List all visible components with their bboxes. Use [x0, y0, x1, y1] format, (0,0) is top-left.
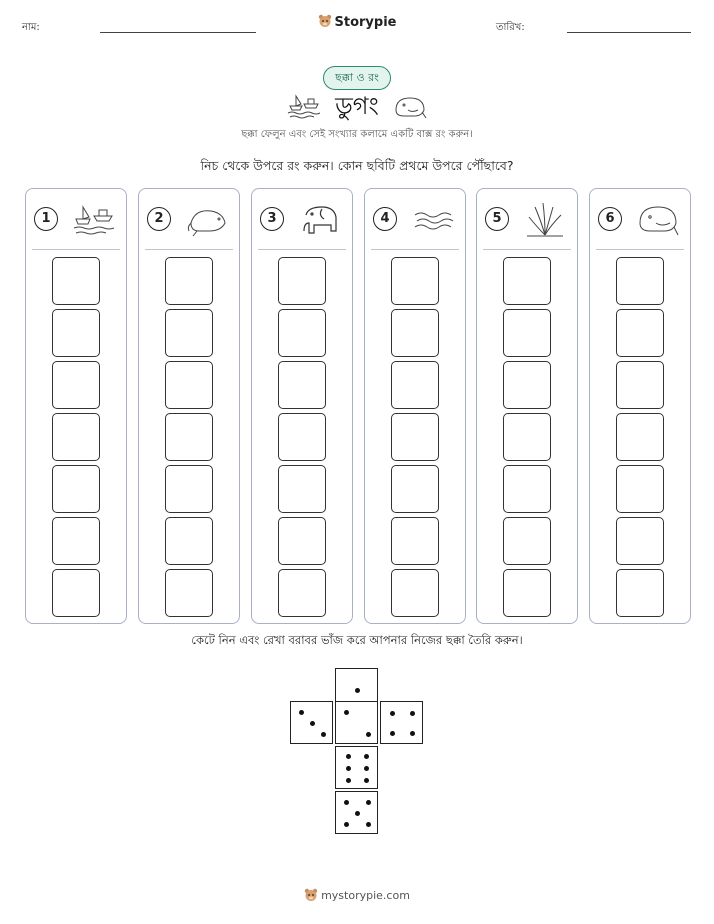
column-header	[260, 201, 344, 239]
color-box[interactable]	[165, 569, 213, 617]
color-box[interactable]	[278, 517, 326, 565]
color-box[interactable]	[52, 361, 100, 409]
color-box[interactable]	[278, 309, 326, 357]
color-box[interactable]	[391, 465, 439, 513]
column-header	[147, 201, 231, 239]
dice-net	[290, 668, 424, 836]
color-box[interactable]	[278, 257, 326, 305]
column-divider	[596, 249, 684, 250]
seagrass-icon	[523, 201, 567, 239]
column-header	[34, 201, 118, 239]
dice-face-5	[335, 791, 378, 834]
color-box[interactable]	[165, 257, 213, 305]
column-divider	[32, 249, 120, 250]
color-box[interactable]	[165, 465, 213, 513]
color-box[interactable]	[391, 257, 439, 305]
question: নিচ থেকে উপরে রং করুন। কোন ছবিটি প্রথমে উপরে পৌঁছাবে?	[200, 158, 514, 173]
column-6	[589, 188, 691, 624]
color-box[interactable]	[52, 517, 100, 565]
column-divider	[258, 249, 346, 250]
dice-face-6	[335, 746, 378, 789]
color-box[interactable]	[616, 517, 664, 565]
brand-name: Storypie	[334, 15, 397, 30]
elephant-icon	[298, 201, 342, 239]
cut-instruction: কেটে নিন এবং রেখা বরাবর ভাঁজ করে আপনার নিজের ছক্কা তৈরি করুন।	[191, 633, 523, 647]
manatee-icon	[185, 201, 229, 239]
date-line[interactable]	[567, 32, 691, 33]
column-header	[373, 201, 457, 239]
dice-face-2	[335, 701, 378, 744]
color-box[interactable]	[391, 517, 439, 565]
water-icon	[411, 201, 455, 239]
footer-url[interactable]: mystorypie.com	[321, 889, 410, 902]
footer	[0, 888, 714, 902]
color-box[interactable]	[616, 257, 664, 305]
column-number: 5	[485, 207, 509, 231]
color-box[interactable]	[503, 257, 551, 305]
column-number: 2	[147, 207, 171, 231]
column-divider	[483, 249, 571, 250]
dice-face-4	[380, 701, 423, 744]
column-1	[25, 188, 127, 624]
column-divider	[145, 249, 233, 250]
boats-icon	[72, 201, 116, 239]
color-box[interactable]	[165, 517, 213, 565]
color-box[interactable]	[278, 413, 326, 461]
color-box[interactable]	[165, 309, 213, 357]
color-box[interactable]	[278, 361, 326, 409]
name-line[interactable]	[100, 32, 256, 33]
color-box[interactable]	[616, 569, 664, 617]
color-box[interactable]	[503, 413, 551, 461]
name-label: নাম:	[22, 22, 40, 33]
dice-face-3	[290, 701, 333, 744]
column-number: 6	[598, 207, 622, 231]
column-header	[485, 201, 569, 239]
page-title: ডুগং	[335, 92, 379, 120]
activity-badge: ছক্কা ও রং	[323, 66, 391, 90]
color-box[interactable]	[52, 569, 100, 617]
color-box[interactable]	[503, 569, 551, 617]
color-box[interactable]	[503, 517, 551, 565]
column-4	[364, 188, 466, 624]
storypie-bear-icon	[304, 888, 318, 902]
column-divider	[371, 249, 459, 250]
color-box[interactable]	[616, 465, 664, 513]
column-2	[138, 188, 240, 624]
column-5	[476, 188, 578, 624]
color-box[interactable]	[52, 257, 100, 305]
color-box[interactable]	[503, 465, 551, 513]
storypie-bear-icon	[318, 14, 332, 28]
column-number: 1	[34, 207, 58, 231]
color-box[interactable]	[391, 413, 439, 461]
dugong-face-icon	[636, 201, 680, 239]
color-box[interactable]	[616, 413, 664, 461]
color-box[interactable]	[391, 361, 439, 409]
color-box[interactable]	[52, 309, 100, 357]
color-box[interactable]	[165, 361, 213, 409]
color-box[interactable]	[52, 465, 100, 513]
color-box[interactable]	[503, 309, 551, 357]
subtitle: ছক্কা ফেলুন এবং সেই সংখ্যার কলামে একটি বাক্স রং করুন।	[241, 129, 473, 140]
color-box[interactable]	[391, 309, 439, 357]
column-number: 3	[260, 207, 284, 231]
color-box[interactable]	[278, 465, 326, 513]
date-label: তারিখ:	[496, 22, 525, 33]
color-box[interactable]	[278, 569, 326, 617]
dugong-face-icon	[392, 92, 428, 120]
color-box[interactable]	[52, 413, 100, 461]
brand-logo	[0, 14, 714, 30]
color-box[interactable]	[391, 569, 439, 617]
column-3	[251, 188, 353, 624]
color-box[interactable]	[503, 361, 551, 409]
column-number: 4	[373, 207, 397, 231]
color-box[interactable]	[165, 413, 213, 461]
color-box[interactable]	[616, 309, 664, 357]
column-header	[598, 201, 682, 239]
color-box[interactable]	[616, 361, 664, 409]
